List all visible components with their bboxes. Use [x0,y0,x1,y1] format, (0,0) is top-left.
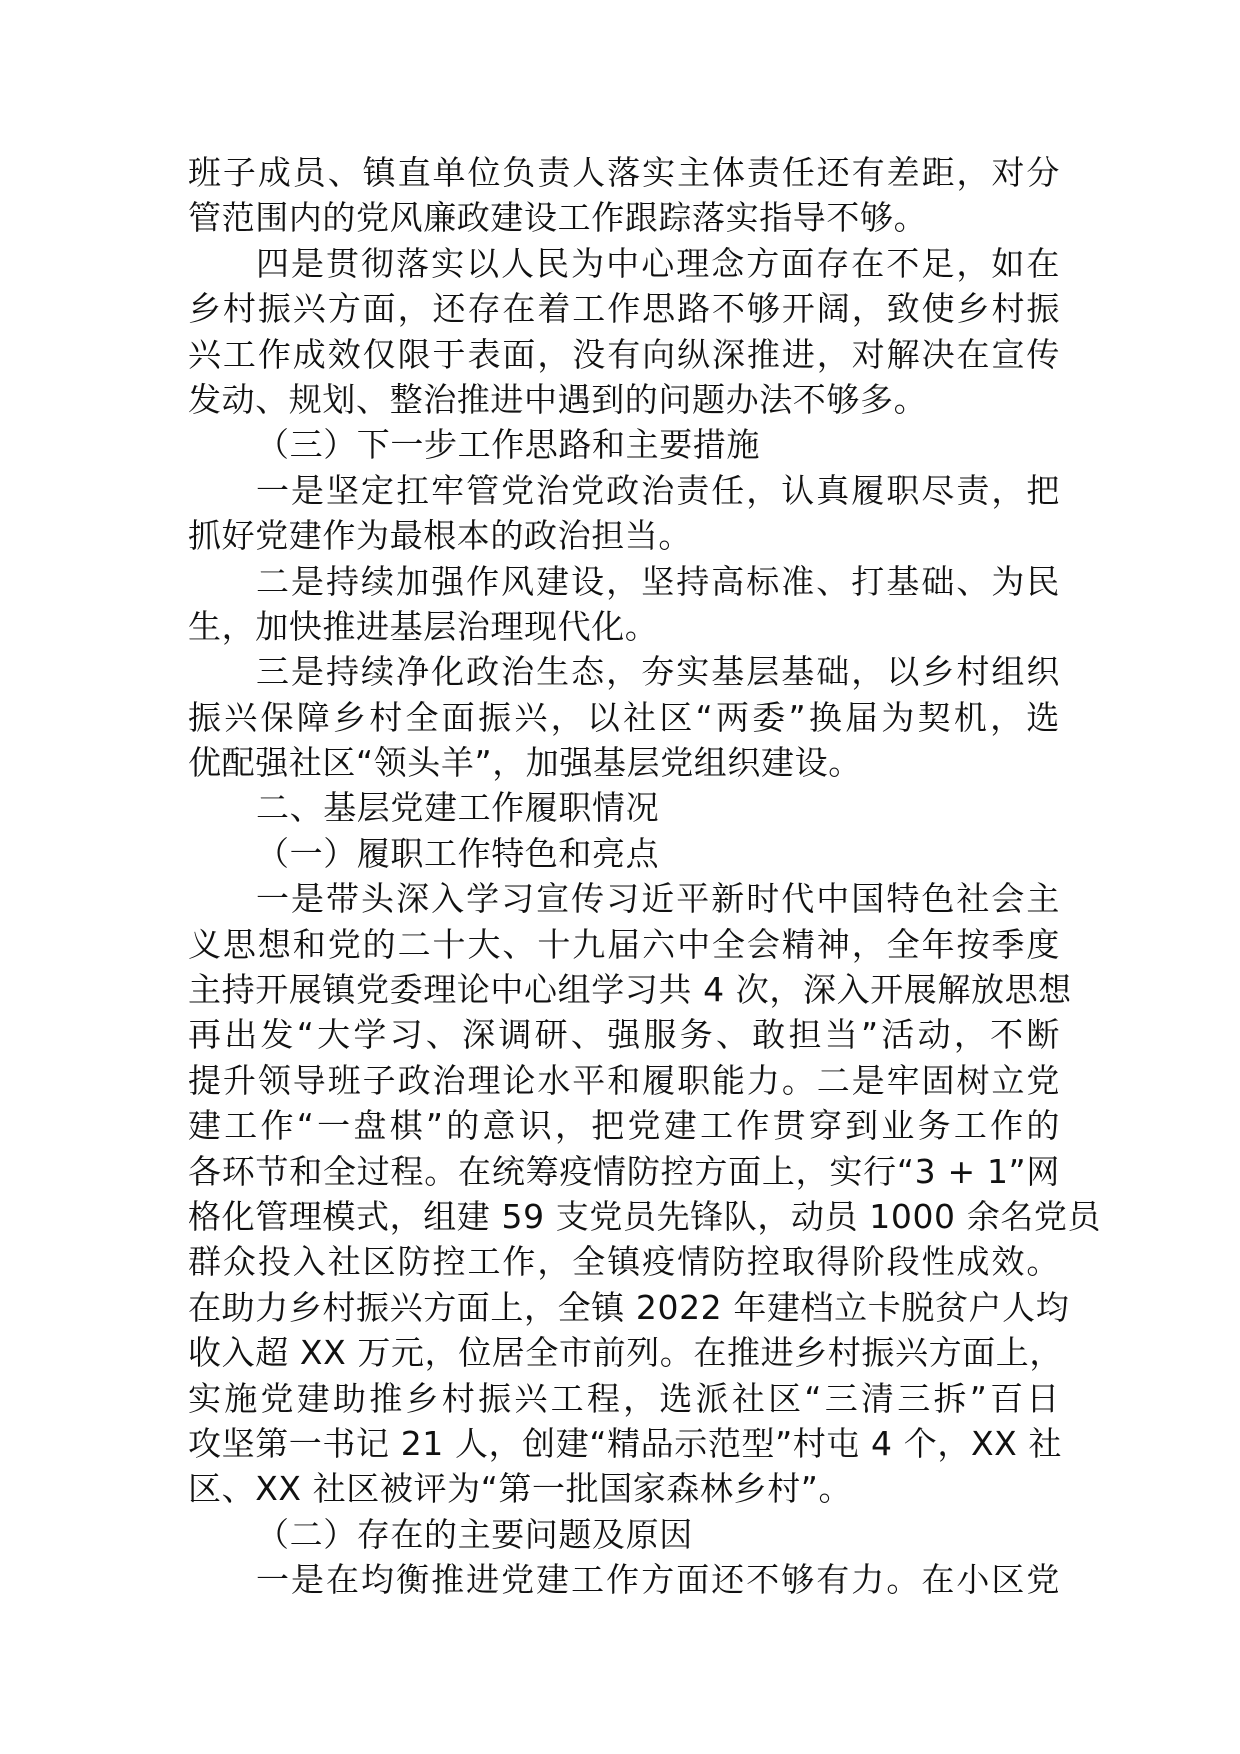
paragraph-first-line: 一是带头深入学习宣传习近平新时代中国特色社会主 [256,879,1060,919]
text-line: 发动、规划、整治推进中遇到的问题办法不够多。 [188,379,928,419]
paragraph-first-line: 四是贯彻落实以人民为中心理念方面存在不足，如在 [256,243,1060,283]
paragraph-first-line: 三是持续净化政治生态，夯实基层基础，以乡村组织 [256,652,1060,692]
text-line: 实施党建助推乡村振兴工程，选派社区“三清三拆”百日 [188,1378,1060,1418]
text-line: 提升领导班子政治理论水平和履职能力。二是牢固树立党 [188,1060,1060,1100]
text-line: 收入超 XX 万元，位居全市前列。在推进乡村振兴方面上， [188,1333,1063,1373]
text-line: 班子成员、镇直单位负责人落实主体责任还有差距，对分 [188,153,1060,192]
text-line: 乡村振兴方面，还存在着工作思路不够开阔，致使乡村振 [188,289,1060,329]
text-line: 管范围内的党风廉政建设工作跟踪落实指导不够。 [188,198,928,238]
text-line: 义思想和党的二十大、十九届六中全会精神，全年按季度 [188,924,1060,964]
text-line: 主持开展镇党委理论中心组学习共 4 次，深入开展解放思想 [188,970,1072,1010]
text-line: 攻坚第一书记 21 人，创建“精品示范型”村屯 4 个，XX 社 [188,1423,1063,1463]
text-line: 格化管理模式，组建 59 支党员先锋队，动员 1000 余名党员 [188,1196,1102,1236]
text-line: 在助力乡村振兴方面上，全镇 2022 年建档立卡脱贫户人均 [188,1287,1070,1327]
text-line: 建工作“一盘棋”的意识，把党建工作贯穿到业务工作的 [188,1106,1060,1146]
text-line: 优配强社区“领头羊”，加强基层党组织建设。 [188,743,862,783]
paragraph-first-line: 一是在均衡推进党建工作方面还不够有力。在小区党 [256,1560,1060,1600]
text-line: 兴工作成效仅限于表面，没有向纵深推进，对解决在宣传 [188,334,1060,374]
text-line: 生，加快推进基层治理现代化。 [188,606,659,646]
paragraph-first-line: 二、基层党建工作履职情况 [256,788,660,828]
paragraph-first-line: （一）履职工作特色和亮点 [256,833,660,873]
paragraph-first-line: 二是持续加强作风建设，坚持高标准、打基础、为民 [256,561,1060,601]
paragraph-first-line: （二）存在的主要问题及原因 [256,1514,693,1554]
document-body [188,150,1102,1603]
text-line: 各环节和全过程。在统筹疫情防控方面上，实行“3 + 1”网 [188,1151,1060,1191]
text-line: 再出发“大学习、深调研、强服务、敢担当”活动，不断 [188,1015,1060,1055]
paragraph-first-line: 一是坚定扛牢管党治党政治责任，认真履职尽责，把 [256,470,1060,510]
text-line: 区、XX 社区被评为“第一批国家森林乡村”。 [188,1469,853,1509]
paragraph-first-line: （三）下一步工作思路和主要措施 [256,425,760,465]
text-line: 振兴保障乡村全面振兴，以社区“两委”换届为契机，选 [188,697,1060,737]
text-line: 群众投入社区防控工作，全镇疫情防控取得阶段性成效。 [188,1242,1060,1282]
text-line: 抓好党建作为最根本的政治担当。 [188,516,692,556]
